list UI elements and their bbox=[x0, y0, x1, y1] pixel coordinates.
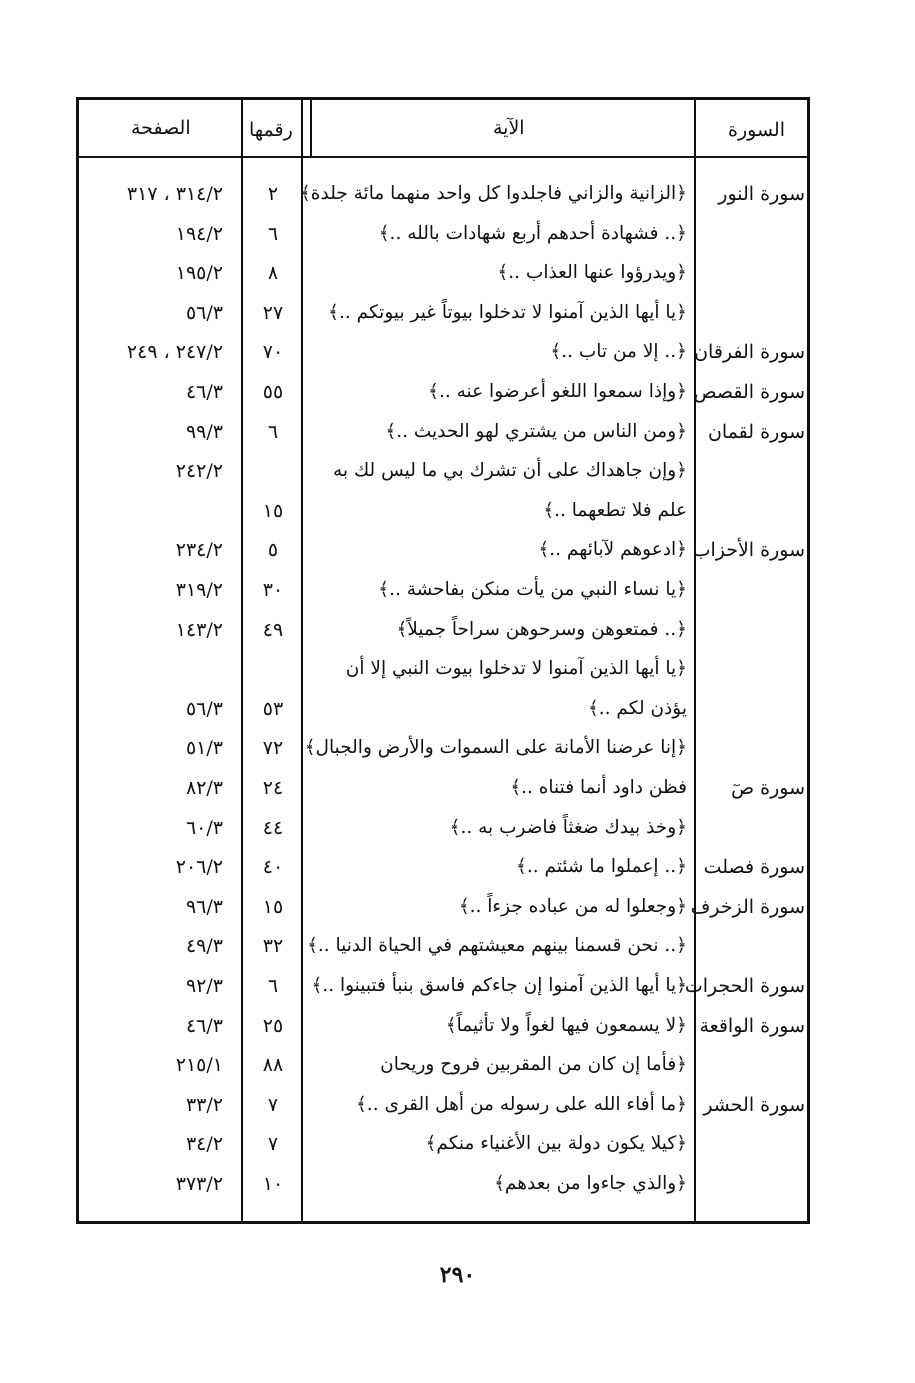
verse-number: ٥٥ bbox=[262, 381, 284, 403]
surah-name: سورة الأحزاب bbox=[692, 539, 805, 562]
surah-name: سورة الفرقان bbox=[694, 341, 805, 364]
column-divider-number bbox=[241, 100, 243, 1221]
column-divider-verse-outer bbox=[310, 100, 312, 158]
page-reference: ٢٤٢/٢ bbox=[175, 460, 223, 483]
verse-text: ﴿يا نساء النبي من يأت منكن بفاحشة ..﴾ bbox=[378, 579, 687, 600]
verse-text: ﴿لا يسمعون فيها لغواً ولا تأثيماً﴾ bbox=[445, 1014, 687, 1036]
page-reference: ٩٩/٣ bbox=[185, 420, 223, 443]
verse-number: ٧٠ bbox=[262, 341, 284, 364]
page-reference: ٥٦/٣ bbox=[185, 301, 223, 324]
column-divider-surah bbox=[694, 100, 696, 1221]
page-reference: ٣١٩/٢ bbox=[175, 579, 223, 601]
page-reference: ٤٩/٣ bbox=[185, 935, 223, 958]
verse-number: ٢ bbox=[267, 183, 279, 205]
verse-text: ﴿.. فمتعوهن وسرحوهن سراحاً جميلاً﴾ bbox=[396, 618, 687, 640]
header-divider bbox=[79, 156, 807, 158]
page-reference: ٩٦/٣ bbox=[185, 895, 223, 918]
page-reference: ٩٢/٣ bbox=[185, 975, 223, 997]
header-number: رقمها bbox=[249, 119, 293, 141]
page-reference: ٤٦/٣ bbox=[185, 381, 223, 403]
verse-number: ١٥ bbox=[262, 895, 284, 918]
verse-text: يؤذن لكم ..﴾ bbox=[587, 697, 687, 719]
header-verse: الآية bbox=[493, 117, 525, 139]
verse-number: ٢٧ bbox=[262, 301, 284, 324]
page-reference: ٥١/٣ bbox=[185, 737, 223, 760]
verse-text: ﴿ما أفاء الله على رسوله من أهل القرى ..﴾ bbox=[355, 1093, 687, 1115]
verse-number: ٤٠ bbox=[262, 856, 284, 879]
surah-name: سورة لقمان bbox=[707, 420, 805, 443]
page-reference: ٦٠/٣ bbox=[185, 816, 223, 839]
verse-text: ﴿.. نحن قسمنا بينهم معيشتهم في الحياة الدنيا ..﴾ bbox=[307, 935, 687, 957]
page-reference: ١٩٥/٢ bbox=[175, 262, 223, 285]
page-reference: ١٤٣/٢ bbox=[175, 618, 223, 641]
header-page: الصفحة bbox=[131, 117, 191, 139]
index-table bbox=[76, 97, 810, 1224]
verse-text: ﴿ادعوهم لآبائهم ..﴾ bbox=[538, 539, 687, 561]
verse-text: ﴿يا أيها الذين آمنوا لا تدخلوا بيوت النبي إلا أن bbox=[345, 658, 687, 680]
verse-number: ٣٠ bbox=[262, 579, 284, 601]
header-surah: السورة bbox=[728, 119, 785, 141]
verse-text: ﴿.. فشهادة أحدهم أربع شهادات بالله ..﴾ bbox=[378, 222, 687, 244]
verse-text: علم فلا تطعهما ..﴾ bbox=[543, 499, 687, 521]
verse-number: ٤٩ bbox=[262, 618, 284, 641]
surah-name: سورة الحجرات bbox=[684, 975, 805, 997]
verse-number: ٦ bbox=[267, 975, 279, 997]
verse-number: ٦ bbox=[267, 420, 279, 443]
page-reference: ٢٣٤/٢ bbox=[175, 539, 223, 562]
verse-number: ٣٢ bbox=[262, 935, 284, 958]
page-reference: ١٩٤/٢ bbox=[175, 222, 223, 245]
verse-text: ﴿والذي جاءوا من بعدهم﴾ bbox=[494, 1173, 687, 1194]
verse-number: ١٥ bbox=[262, 499, 284, 522]
verse-text: ﴿فأما إن كان من المقربين فروح وريحان bbox=[380, 1054, 687, 1076]
verse-number: ٥٣ bbox=[262, 697, 284, 720]
surah-name: سورة الزخرف bbox=[690, 895, 805, 918]
verse-text: ﴿ويدرؤوا عنها العذاب ..﴾ bbox=[497, 262, 687, 284]
page-reference: ٣١٤/٢ ، ٣١٧ bbox=[126, 183, 223, 205]
verse-text: ﴿إنا عرضنا الأمانة على السموات والأرض والجبال﴾ bbox=[304, 737, 687, 759]
verse-text: ﴿الزانية والزاني فاجلدوا كل واحد منهما مائة جلدة﴾ bbox=[299, 183, 687, 204]
page-reference: ٢٤٧/٢ ، ٢٤٩ bbox=[126, 341, 223, 364]
verse-number: ٦ bbox=[267, 222, 279, 245]
page-reference: ٣٤/٢ bbox=[185, 1133, 223, 1156]
verse-number: ١٠ bbox=[262, 1173, 284, 1195]
verse-text: ﴿ومن الناس من يشتري لهو الحديث ..﴾ bbox=[385, 420, 687, 442]
page-reference: ٢١٥/١ bbox=[175, 1054, 223, 1077]
page-reference: ٤٦/٣ bbox=[185, 1014, 223, 1037]
surah-name: سورة الحشر bbox=[703, 1093, 805, 1116]
verse-text: فظن داود أنما فتناه ..﴾ bbox=[510, 777, 687, 798]
page-reference: ٨٢/٣ bbox=[185, 777, 223, 799]
page-number: ٢٩٠ bbox=[439, 1262, 476, 1288]
page-reference: ٢٠٦/٢ bbox=[175, 856, 223, 879]
verse-number: ٧٢ bbox=[262, 737, 284, 760]
verse-number: ٢٥ bbox=[262, 1014, 284, 1037]
surah-name: سورة فصلت bbox=[703, 856, 805, 879]
verse-text: ﴿وإن جاهداك على أن تشرك بي ما ليس لك به bbox=[333, 460, 687, 482]
surah-name: سورة القصص bbox=[693, 381, 805, 403]
verse-text: ﴿كيلا يكون دولة بين الأغنياء منكم﴾ bbox=[425, 1133, 687, 1155]
surah-name: سورة النور bbox=[718, 183, 805, 205]
verse-text: ﴿وإذا سمعوا اللغو أعرضوا عنه ..﴾ bbox=[428, 381, 687, 402]
verse-text: ﴿.. إلا من تاب ..﴾ bbox=[550, 341, 687, 363]
verse-text: ﴿وجعلوا له من عباده جزءاً ..﴾ bbox=[458, 895, 687, 917]
surah-name: سورة الواقعة bbox=[699, 1014, 805, 1037]
verse-text: ﴿يا أيها الذين آمنوا لا تدخلوا بيوتاً غير بيوتكم ..﴾ bbox=[328, 301, 687, 323]
verse-text: ﴿يا أيها الذين آمنوا إن جاءكم فاسق بنبأ فتبينوا ..﴾ bbox=[311, 975, 687, 996]
verse-number: ٤٤ bbox=[262, 816, 284, 839]
page-reference: ٥٦/٣ bbox=[185, 697, 223, 720]
verse-text: ﴿وخذ بيدك ضغثاً فاضرب به ..﴾ bbox=[449, 816, 687, 838]
verse-number: ٧ bbox=[267, 1093, 279, 1116]
verse-number: ٧ bbox=[267, 1133, 279, 1156]
surah-name: سورة صٓ bbox=[731, 777, 805, 799]
verse-number: ٨ bbox=[267, 262, 279, 285]
page-reference: ٣٣/٢ bbox=[185, 1093, 223, 1116]
page-reference: ٣٧٣/٢ bbox=[175, 1173, 223, 1195]
verse-text: ﴿.. إعملوا ما شئتم ..﴾ bbox=[516, 856, 687, 878]
verse-number: ٥ bbox=[267, 539, 279, 562]
verse-number: ٨٨ bbox=[262, 1054, 284, 1077]
verse-number: ٢٤ bbox=[262, 777, 284, 799]
